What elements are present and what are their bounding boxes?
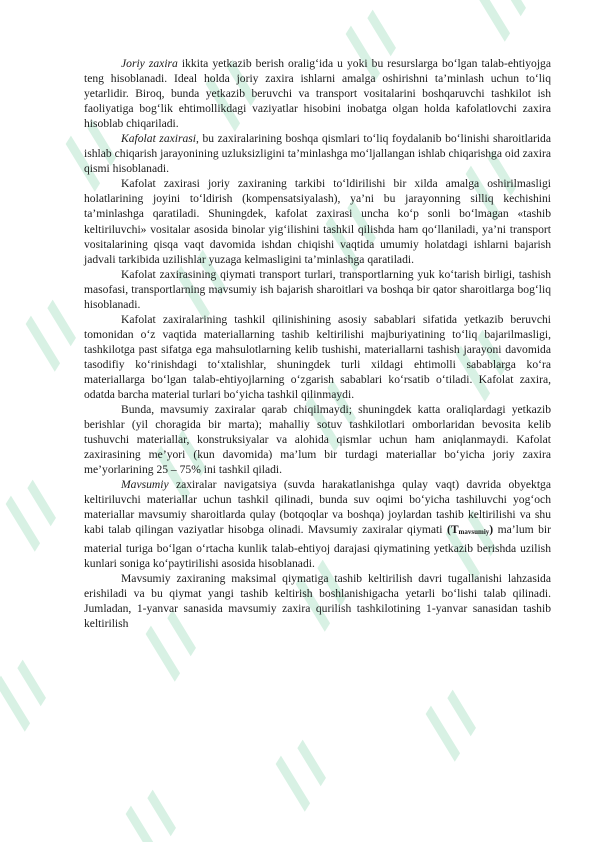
paragraph: [84, 571, 551, 631]
paragraph-mavsumiy: [84, 477, 551, 570]
formula-symbol: T: [450, 523, 459, 537]
watermark-glyph: [255, 727, 354, 825]
term: Joriy zaxira: [121, 57, 178, 70]
paragraph-text: Mavsumiy zaxiraning maksimal qiymatiga tashib keltirilish davri tugallanishi lahzasida erishiladi va bu qiymat yangi tashib keltirish boshlanishigacha yetarli bo‘lishi talab qilinadi. Jumladan, 1-yanvar sanasida mavsumiy zaxira qurilish tashkilotining 1-yanvar sanasidan tashib keltirilish: [84, 571, 551, 630]
paragraph: [84, 402, 551, 477]
paragraph-text: Kafolat zaxirasining qiymati transport turlari, transportlarning yuk ko‘tarish birligi, tashish masofasi, transportlarning mavsumiy ish bajarish sharoitlari va boshqa bir qator sharoitlarga bog‘liq hisoblanadi.: [84, 267, 551, 311]
formula: (Tmavsumiy): [446, 523, 494, 537]
watermark-glyph: [455, 0, 554, 56]
term: Mavsumiy: [121, 478, 169, 492]
paragraph-text: Bunda, mavsumiy zaxiralar qarab chiqilmaydi; shuningdek katta oraliqlardagi yetkazib berishlar (yil choragida bir marta); mahalliy sotuv tashkilotlari omborlaridan bevosita kelib tushuvchi materiallar, konstruksiyalar va alohida qismlar uchun ham aniqlanmaydi. Kafolat zaxirasining me’yori (kun davomida) ma’lum bir turdagi materiallar bo‘yicha joriy zaxira me’yorlarining 25 – 75% ini tashkil qiladi.: [84, 403, 551, 477]
document-body: [84, 56, 551, 631]
paragraph-text: Kafolat zaxirasi joriy zaxiraning tarkibi to‘ldirilishi bir xilda amalga oshirilmasligi holatlarining joyini to‘ldirish (kompensatsiyalash), ya’ni bu jarayonning silliq kechishini ta’minlashga qaratiladi. Shuningdek, kafolat zaxirasi uncha ko‘p sonli bo‘lmagan «tashib keltiriluvchi» vositalar asosida binolar yig‘ilishini tashkil qilishda ham qo‘llaniladi, ya’ni transport vositalarining qisqa vaqt davomida ishdan chiqishi vaqtida umumiy holatdagi ishlarni bajarish jadvali tarkibida uzilishlar yuzaga kelmasligini ta’minlashga qaratiladi.: [84, 177, 551, 266]
formula-subscript: mavsumiy: [458, 528, 490, 537]
paragraph-kafolat-zaxirasi: [84, 131, 551, 176]
paragraph-text: Kafolat zaxiralarining tashkil qilinishining asosiy sabablari sifatida yetkazib beruvchi tomonidan o‘z vaqtida materiallarning tashib keltirilishi majburiyatining to‘liq bajarilmasligi, tashkilotga past sifatga ega mahsulotlarning kelib tushishi, materiallarni tashish jarayoni davomida tasodifiy ko‘rinishdagi to‘xtalishlar, shuningdek turli xildagi ehtimolli sabablarga ko‘ra materiallarga bo‘lgan talab-ehtiyojlarning o‘zgarish sabablari ko‘rsatib o‘tiladi. Kafolat zaxira, odatda barcha material turlari bo‘yicha tashkil qilinmaydi.: [84, 312, 551, 402]
paragraph-joriy-zaxira: [84, 56, 551, 131]
paragraph-text: , bu zaxiralarining boshqa qismlari to‘liq foydalanib bo‘linishi sharoitlarida ishlab chiqarish jarayonining uzluksizligini ta’minlashga mo‘ljallangan ishlab chiqarishga oid zaxira qismi hisoblanadi.: [84, 132, 551, 176]
paragraph: [84, 176, 551, 266]
watermark-glyph: [105, 777, 204, 842]
watermark-glyph: [0, 467, 85, 565]
paragraph-text: zaxiralar navigatsiya (suvda harakatlanishga qulay vaqt) davrida obyektga keltiriluvchi materiallar uchun tashkil qilinadi, bunda suv oqimi bo‘yicha tashiluvchi yog‘och materiallar mavsumiy sharoitlarda qulay (botqoqlar va boshqa) joylardan tashib keltirilishi va shu kabi talab qilingan vaziyatlar hisobga olinadi. Mavsumiy zaxiralar qiymati: [84, 478, 551, 537]
paragraph: [84, 312, 551, 402]
paragraph-text: ikkita yetkazib berish oralig‘ida u yoki bu resurslarga bo‘lgan talab-ehtiyojga teng hisoblanadi. Ideal holda joriy zaxira ishlarni amalga oshirishni ta’minlash uchun to‘liq yetarlidir. Biroq, bunda yetkazib beruvchi va transport vositalarini boshqaruvchi tashkilot ish faoliyatiga bog‘lik ehtimollikdagi vaziyatlar hisobini inobatga olgan holda kafolatlovchi zaxira hisoblab chiqariladi.: [84, 57, 551, 131]
paragraph-text-tail: ma’lum bir material turiga bo‘lgan o‘rtacha kunlik talab-ehtiyoj darajasi qiymatining yetkazib berishda uzilish kunlari soniga ko‘paytirilishi asosida hisoblanadi.: [84, 523, 551, 570]
watermark-glyph: [0, 647, 75, 745]
paragraph: [84, 267, 551, 312]
watermark-glyph: [405, 677, 504, 775]
term: Kafolat zaxirasi: [121, 132, 197, 146]
